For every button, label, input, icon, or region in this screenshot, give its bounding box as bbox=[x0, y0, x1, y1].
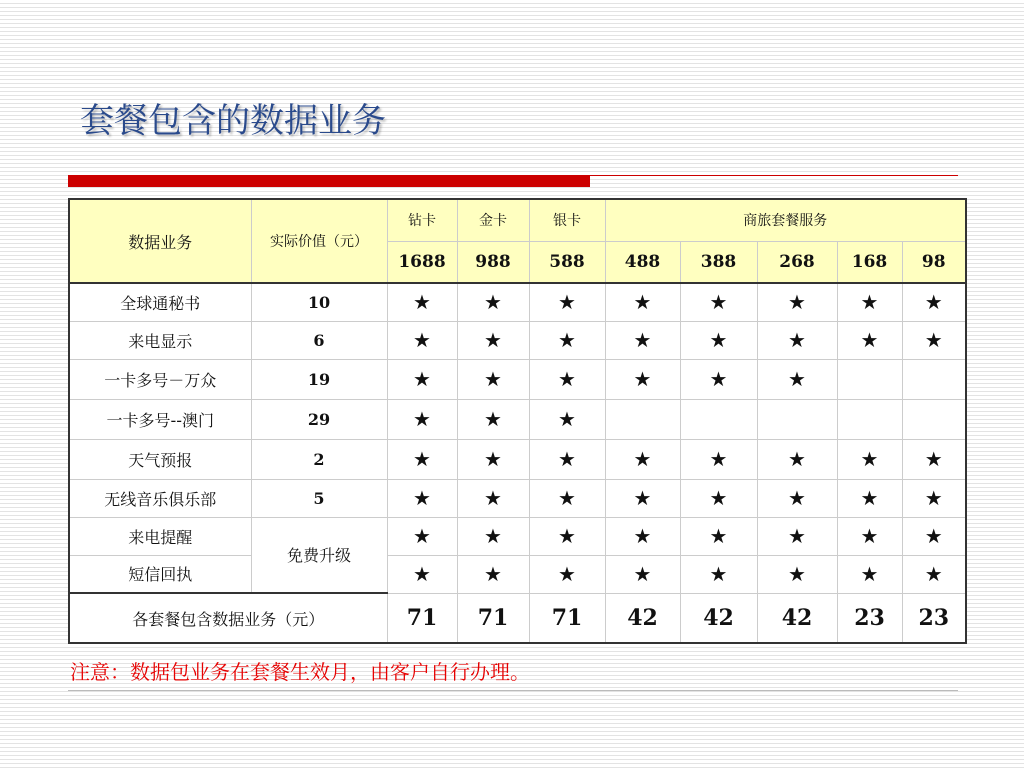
included-star-icon: ★ bbox=[457, 555, 529, 593]
included-star-icon: ★ bbox=[529, 517, 605, 555]
included-star-icon: ★ bbox=[902, 321, 966, 359]
empty-cell bbox=[757, 399, 837, 439]
table-row bbox=[69, 283, 966, 321]
total-value: 42 bbox=[680, 593, 757, 643]
included-star-icon: ★ bbox=[529, 479, 605, 517]
included-star-icon: ★ bbox=[387, 321, 457, 359]
included-star-icon: ★ bbox=[837, 439, 902, 479]
header-price: 388 bbox=[680, 241, 757, 283]
header-price: 488 bbox=[605, 241, 680, 283]
included-star-icon: ★ bbox=[757, 283, 837, 321]
empty-cell bbox=[902, 359, 966, 399]
total-value: 23 bbox=[837, 593, 902, 643]
included-star-icon: ★ bbox=[529, 555, 605, 593]
header-price: 168 bbox=[837, 241, 902, 283]
included-star-icon: ★ bbox=[757, 517, 837, 555]
included-star-icon: ★ bbox=[605, 359, 680, 399]
included-star-icon: ★ bbox=[457, 479, 529, 517]
table-row bbox=[69, 517, 966, 555]
header-price: 588 bbox=[529, 241, 605, 283]
included-star-icon: ★ bbox=[387, 479, 457, 517]
service-value: 6 bbox=[251, 321, 387, 359]
included-star-icon: ★ bbox=[605, 517, 680, 555]
included-star-icon: ★ bbox=[605, 555, 680, 593]
empty-cell bbox=[837, 399, 902, 439]
empty-cell bbox=[605, 399, 680, 439]
included-star-icon: ★ bbox=[757, 321, 837, 359]
service-value: 29 bbox=[251, 399, 387, 439]
table-row bbox=[69, 439, 966, 479]
total-value: 23 bbox=[902, 593, 966, 643]
service-value: 2 bbox=[251, 439, 387, 479]
included-star-icon: ★ bbox=[387, 555, 457, 593]
table-row bbox=[69, 555, 966, 593]
included-star-icon: ★ bbox=[757, 439, 837, 479]
header-service: 数据业务 bbox=[69, 199, 251, 283]
included-star-icon: ★ bbox=[757, 359, 837, 399]
title-underline-bar bbox=[68, 175, 590, 187]
service-value: 5 bbox=[251, 479, 387, 517]
empty-cell bbox=[680, 399, 757, 439]
included-star-icon: ★ bbox=[457, 439, 529, 479]
table-row bbox=[69, 321, 966, 359]
total-value: 71 bbox=[529, 593, 605, 643]
service-value: 19 bbox=[251, 359, 387, 399]
included-star-icon: ★ bbox=[680, 517, 757, 555]
included-star-icon: ★ bbox=[605, 321, 680, 359]
header-tier-diamond: 钻卡 bbox=[387, 199, 457, 241]
included-star-icon: ★ bbox=[837, 479, 902, 517]
table-row bbox=[69, 399, 966, 439]
included-star-icon: ★ bbox=[457, 517, 529, 555]
included-star-icon: ★ bbox=[457, 399, 529, 439]
included-star-icon: ★ bbox=[680, 321, 757, 359]
included-star-icon: ★ bbox=[837, 321, 902, 359]
included-star-icon: ★ bbox=[605, 283, 680, 321]
included-star-icon: ★ bbox=[680, 439, 757, 479]
service-value-free-upgrade: 免费升级 bbox=[251, 517, 387, 593]
header-price: 98 bbox=[902, 241, 966, 283]
header-tier-silver: 银卡 bbox=[529, 199, 605, 241]
included-star-icon: ★ bbox=[605, 479, 680, 517]
included-star-icon: ★ bbox=[902, 283, 966, 321]
data-services-table bbox=[68, 198, 967, 644]
service-name: 短信回执 bbox=[69, 555, 251, 593]
header-price: 268 bbox=[757, 241, 837, 283]
table-row bbox=[69, 359, 966, 399]
service-name: 一卡多号--澳门 bbox=[69, 399, 251, 439]
included-star-icon: ★ bbox=[837, 555, 902, 593]
included-star-icon: ★ bbox=[837, 517, 902, 555]
service-name: 来电提醒 bbox=[69, 517, 251, 555]
total-value: 42 bbox=[605, 593, 680, 643]
included-star-icon: ★ bbox=[529, 283, 605, 321]
totals-row bbox=[69, 593, 966, 643]
included-star-icon: ★ bbox=[529, 399, 605, 439]
included-star-icon: ★ bbox=[457, 359, 529, 399]
slide-title: 套餐包含的数据业务 bbox=[80, 101, 386, 141]
included-star-icon: ★ bbox=[902, 555, 966, 593]
service-name: 无线音乐俱乐部 bbox=[69, 479, 251, 517]
included-star-icon: ★ bbox=[902, 439, 966, 479]
total-value: 71 bbox=[387, 593, 457, 643]
included-star-icon: ★ bbox=[680, 555, 757, 593]
included-star-icon: ★ bbox=[837, 283, 902, 321]
header-price: 988 bbox=[457, 241, 529, 283]
service-name: 全球通秘书 bbox=[69, 283, 251, 321]
included-star-icon: ★ bbox=[680, 359, 757, 399]
empty-cell bbox=[837, 359, 902, 399]
total-value: 71 bbox=[457, 593, 529, 643]
empty-cell bbox=[902, 399, 966, 439]
service-name: 来电显示 bbox=[69, 321, 251, 359]
included-star-icon: ★ bbox=[387, 359, 457, 399]
header-value: 实际价值（元） bbox=[251, 199, 387, 283]
included-star-icon: ★ bbox=[680, 479, 757, 517]
total-value: 42 bbox=[757, 593, 837, 643]
included-star-icon: ★ bbox=[902, 479, 966, 517]
table-row bbox=[69, 479, 966, 517]
service-name: 一卡多号－万众 bbox=[69, 359, 251, 399]
included-star-icon: ★ bbox=[757, 555, 837, 593]
header-price: 1688 bbox=[387, 241, 457, 283]
included-star-icon: ★ bbox=[529, 321, 605, 359]
included-star-icon: ★ bbox=[457, 283, 529, 321]
header-tier-business: 商旅套餐服务 bbox=[605, 199, 966, 241]
included-star-icon: ★ bbox=[457, 321, 529, 359]
included-star-icon: ★ bbox=[680, 283, 757, 321]
service-name: 天气预报 bbox=[69, 439, 251, 479]
included-star-icon: ★ bbox=[529, 359, 605, 399]
included-star-icon: ★ bbox=[902, 517, 966, 555]
footnote: 注意：数据包业务在套餐生效月，由客户自行办理。 bbox=[70, 660, 530, 684]
included-star-icon: ★ bbox=[605, 439, 680, 479]
included-star-icon: ★ bbox=[387, 283, 457, 321]
included-star-icon: ★ bbox=[757, 479, 837, 517]
footer-divider bbox=[68, 690, 958, 691]
included-star-icon: ★ bbox=[387, 517, 457, 555]
included-star-icon: ★ bbox=[387, 439, 457, 479]
included-star-icon: ★ bbox=[387, 399, 457, 439]
title-underline-thin bbox=[590, 175, 958, 176]
totals-label: 各套餐包含数据业务（元） bbox=[69, 593, 387, 643]
included-star-icon: ★ bbox=[529, 439, 605, 479]
service-value: 10 bbox=[251, 283, 387, 321]
header-tier-gold: 金卡 bbox=[457, 199, 529, 241]
